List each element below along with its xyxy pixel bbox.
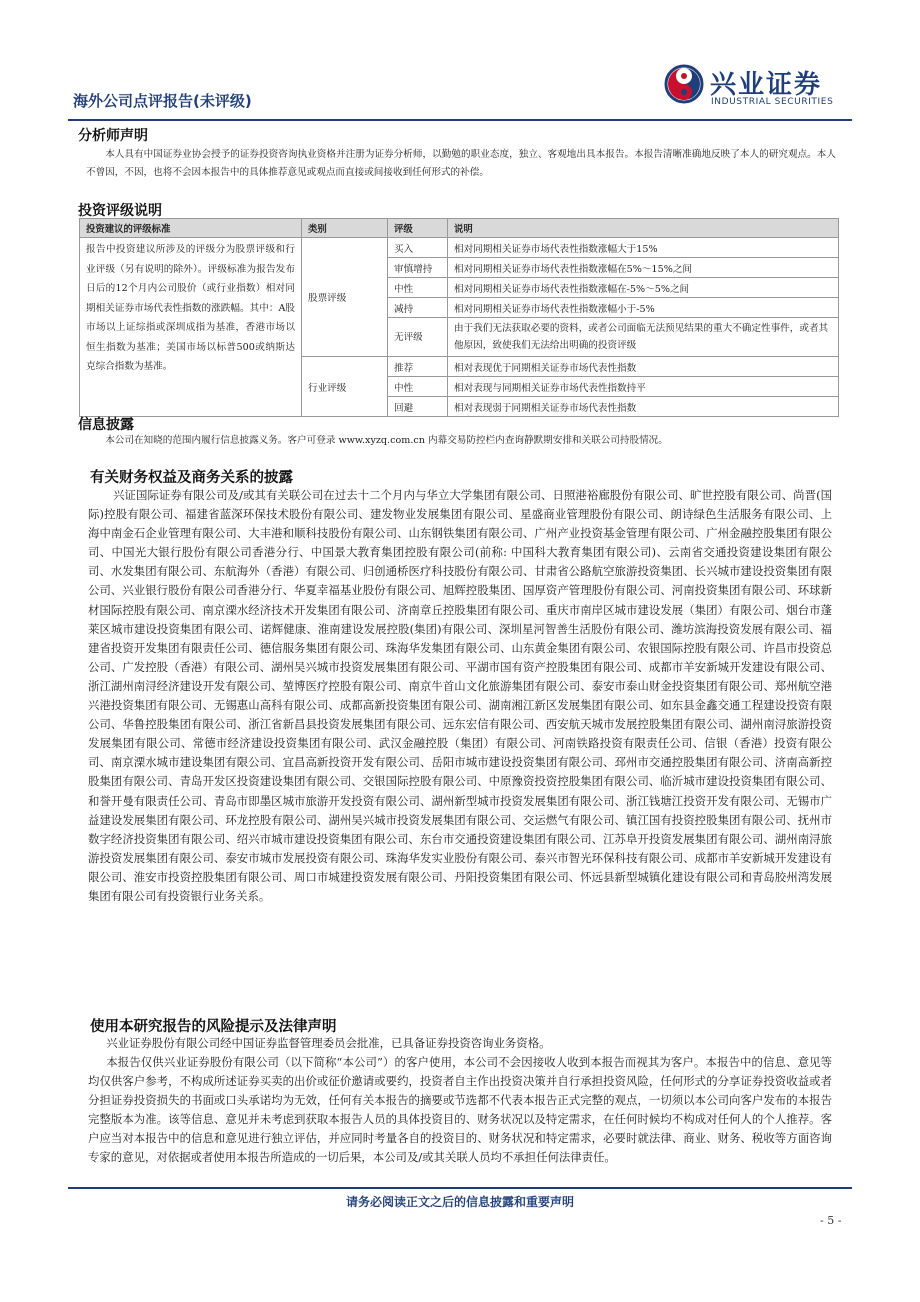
logo-chinese-name: 兴业证券 [710,70,823,100]
grade-cell: 减持 [388,298,448,318]
company-logo [664,64,854,114]
header-standard: 投资建议的评级标准 [80,219,302,238]
logo-mark-icon [664,64,704,104]
financial-relations-title: 有关财务权益及商务关系的披露 [90,470,293,486]
info-disclosure-text: 本公司在知晓的范围内履行信息披露义务。客户可登录 www.xyzq.com.cn 内幕交易防控栏内查询静默期安排和关联公司持股情况。 [105,435,668,446]
grade-cell: 中性 [388,278,448,298]
logo-english-name: INDUSTRIAL SECURITIES [711,97,834,107]
grade-desc-cell: 相对同期相关证券市场代表性指数涨幅小于-5% [448,298,839,318]
grade-desc-cell: 相对同期相关证券市场代表性指数涨幅在5%～15%之间 [448,258,839,278]
financial-relations-text: 兴证国际证券有限公司及/或其有关联公司在过去十二个月内与华立大学集团有限公司、日照港裕廊股份有限公司、旷世控股有限公司、尚晋(国际)控股有限公司、福建省蓝深环保技术股份有限公司、建发物业发展集团有限公司、星盛商业管理股份有限公司、朗诗绿色生活服务有限公司、上海中南金石企业管理有限公司、大丰港和顺科技股份有限公司、山东钢铁集团有限公司、广州产业投资基金管理有限公司、广州金融控股集团有限公司、中国光大银行股份有限公司香港分行、中国景大教育集团控股有限公司(前称: 中国科大教育集团有限公司)、云南省交通投资建设集团有限公司、水发集团有限公司、东航海外（香港）有限公司、归创通桥医疗科技股份有限公司、甘肃省公路航空旅游投资集团、长兴城市建设投资集团有限公司、兴业银行股份有限公司香港分行、华夏幸福基业股份有限公司、旭辉控股集团、国厚资产管理股份有限公司、河南投资集团有限公司、环球新材国际控股有限公司、南京溧水经济技术开发集团有限公司、济南章丘控股集团有限公司、重庆市南岸区城市建设发展（集团）有限公司、烟台市蓬莱区城市建设投资集团有限公司、诺辉健康、淮南建设发展控股(集团)有限公司、深圳星河智善生活股份有限公司、潍坊滨海投资发展有限公司、福建省投资开发集团有限责任公司、德信服务集团有限公司、珠海华发集团有限公司、山东黄金集团有限公司、农银国际控股有限公司、许昌市投资总公司、广发控股（香港）有限公司、湖州吴兴城市投资发展集团有限公司、平湖市国有资产控股集团有限公司、成都市羊安新城开发建设有限公司、浙江湖州南浔经济建设开发有限公司、堃博医疗控股有限公司、南京牛首山文化旅游集团有限公司、泰安市泰山财金投资集团有限公司、郑州航空港兴港投资集团有限公司、无锡惠山高科有限公司、成都高新投资集团有限公司、湖南湘江新区发展集团有限公司、如东县金鑫交通工程建设投资有限公司、华鲁控股集团有限公司、浙江省新昌县投资发展集团有限公司、远东宏信有限公司、西安航天城市发展控股集团有限公司、湖州南浔旅游投资发展集团有限公司、常德市经济建设投资集团有限公司、武汉金融控股（集团）有限公司、河南铁路投资有限责任公司、信银（香港）投资有限公司、南京溧水城市建设集团有限公司、宜昌高新投资开发有限公司、岳阳市城市建设投资集团有限公司、邳州市交通控股集团有限公司、济南高新控股集团有限公司、青岛开发区投资建设集团有限公司、交银国际控股有限公司、中原豫资投资控股集团有限公司、临沂城市建设投资集团有限公司、和誉开曼有限责任公司、青岛市即墨区城市旅游开发投资有限公司、湖州新型城市投资发展集团有限公司、浙江钱塘江投资开发有限公司、无锡市广益建设发展集团有限公司、环龙控股有限公司、湖州吴兴城市投资发展集团有限公司、交运燃气有限公司、镇江国有投资控股集团有限公司、抚州市数字经济投资集团有限公司、绍兴市城市建设投资集团有限公司、东台市交通投资建设集团有限公司、江苏阜开投资发展集团有限公司、湖州南浔旅游投资发展集团有限公司、泰安市城市发展投资有限公司、珠海华发实业股份有限公司、泰兴市智光环保科技有限公司、成都市羊安新城开发建设有限公司、淮安市投资控股集团有限公司、周口市城建投资发展有限公司、丹阳投资集团有限公司、怀远县新型城镇化建设有限公司和青岛胶州湾发展集团有限公司有投资银行业务关系。 [88,488,832,903]
analyst-statement-text: 本人具有中国证券业协会授予的证券投资咨询执业资格并注册为证券分析师，以勤勉的职业态度，独立、客观地出具本报告。本报告清晰准确地反映了本人的研究观点。本人不曾因，不因，也将不会因本报告中的具体推荐意见或观点而直接或间接收到任何形式的补偿。 [86,149,836,178]
grade-desc-cell: 相对同期相关证券市场代表性指数涨幅在-5%～5%之间 [448,278,839,298]
grade-cell: 回避 [388,397,448,417]
grade-desc-cell: 相对同期相关证券市场代表性指数涨幅大于15% [448,238,839,258]
header-divider [68,119,852,121]
rating-explanation-title: 投资评级说明 [78,203,162,219]
grade-cell: 审慎增持 [388,258,448,278]
grade-desc-cell: 相对表现弱于同期相关证券市场代表性指数 [448,397,839,417]
table-row [80,238,839,258]
footer-disclaimer: 请务必阅读正文之后的信息披露和重要声明 [345,1195,574,1209]
industry-category-label: 行业评级 [302,357,388,417]
rating-standard-text: 报告中投资建议所涉及的评级分为股票评级和行业评级（另有说明的除外）。评级标准为报告发布日后的12个月内公司股价（或行业指数）相对同期相关证券市场代表性指数的涨跌幅。其中：A股市场以上证综指或深圳成指为基准，香港市场以恒生指数为基准；美国市场以标普500或纳斯达克综合指数为基准。 [80,238,302,417]
grade-desc-cell: 相对表现与同期相关证券市场代表性指数持平 [448,377,839,397]
legal-statement-para-2: 本报告仅供兴业证券股份有限公司（以下简称“本公司”）的客户使用，本公司不会因接收人收到本报告而视其为客户。本报告中的信息、意见等均仅供客户参考，不构成所述证券买卖的出价或征价邀请或要约，投资者自主作出投资决策并自行承担投资风险，任何形式的分享证券投资收益或者分担证券投资损失的书面或口头承诺均为无效，任何有关本报告的摘要或节选都不代表本报告正式完整的观点，一切须以本公司向客户发布的本报告完整版本为准。该等信息、意见并未考虑到获取本报告人员的具体投资目的、财务状况以及特定需求，在任何时候均不构成对任何人的个人推荐。客户应当对本报告中的信息和意见进行独立评估，并应同时考量各自的投资目的、财务状况和特定需求，必要时就法律、商业、财务、税收等方面咨询专家的意见，对依据或者使用本报告所造成的一切后果，本公司及/或其关联人员均不承担任何法律责任。 [88,1055,832,1165]
stock-category-label: 股票评级 [302,238,388,357]
info-disclosure-title: 信息披露 [78,417,134,433]
grade-cell: 无评级 [388,318,448,357]
legal-statement-title: 使用本研究报告的风险提示及法律声明 [90,1019,337,1035]
grade-desc-cell: 相对表现优于同期相关证券市场代表性指数 [448,357,839,377]
analyst-statement-title: 分析师声明 [78,128,148,144]
rating-table-header-row [80,219,839,238]
rating-table [79,218,839,417]
header-category: 类别 [302,219,388,238]
grade-cell: 买入 [388,238,448,258]
header-description: 说明 [448,219,839,238]
grade-cell: 推荐 [388,357,448,377]
report-type-title: 海外公司点评报告(未评级) [73,92,252,110]
grade-cell: 中性 [388,377,448,397]
footer-divider [68,1187,852,1189]
page-number: - 5 - [820,1214,842,1227]
header-grade: 评级 [388,219,448,238]
grade-desc-cell: 由于我们无法获取必要的资料，或者公司面临无法预见结果的重大不确定性事件，或者其他原因，致使我们无法给出明确的投资评级 [448,318,839,357]
legal-statement-para-1: 兴业证券股份有限公司经中国证券监督管理委员会批准，已具备证券投资咨询业务资格。 [106,1036,551,1050]
